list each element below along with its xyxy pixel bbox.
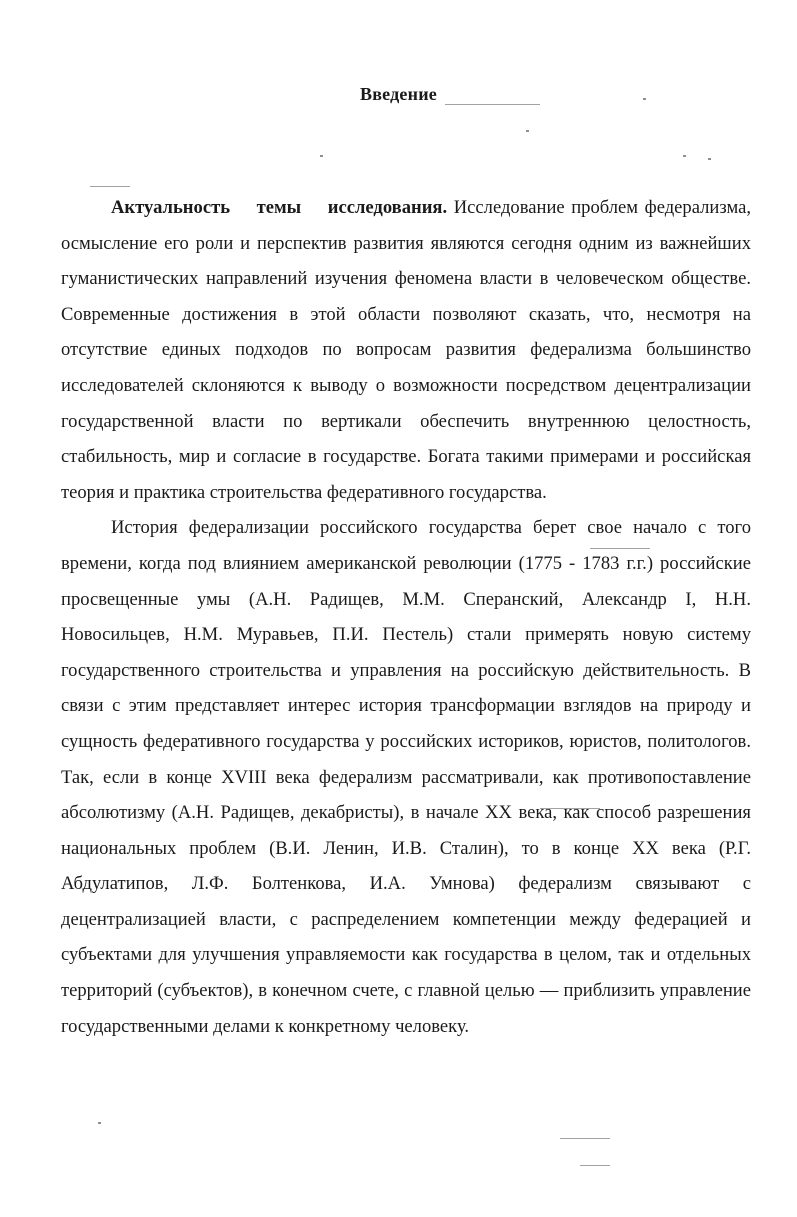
scan-artifact [560, 1138, 610, 1139]
page-title: Введение [360, 84, 437, 104]
paragraph-text: История федерализации российского государства берет свое начало с того времени, когда под влиянием американской революции (1775 - 1783 г.г.) российские просвещенные умы (А.Н. Радищев, М.М. Сперанский, Александр I, Н.Н. Новосильцев, Н.М. Муравьев, П.И. Пестель) стали примерять новую систему государственного строительства и управления на российскую действительность. В связи с этим представляет интерес история трансформации взглядов на природу и сущность федеративного государства у российских историков, юристов, политологов. Так, если в конце XVIII века федерализм рассматривали, как противопоставление абсолютизму (А.Н. Радищев, декабристы), в начале XX века, как способ разрешения национальных проблем (В.И. Ленин, И.В. Сталин), то в конце XX века (Р.Г. Абдулатипов, Л.Ф. Болтенкова, И.А. Умнова) федерализм связывают с децентрализацией власти, с распределением компетенции между федерацией и субъектами для улучшения управляемости как государства в целом, так и отдельных территорий (субъектов), в конечном счете, с главной целью — приблизить управление государственными делами к конкретному человеку. [61, 517, 751, 1037]
scan-artifact [683, 155, 686, 157]
scan-artifact [590, 548, 650, 549]
scan-artifact [98, 1122, 101, 1124]
paragraph-lead-heading: Актуальность темы исследования. [111, 197, 448, 218]
scan-artifact [708, 158, 711, 160]
scan-artifact [526, 130, 529, 132]
paragraph-history [61, 510, 751, 1044]
scan-artifact [90, 186, 130, 187]
scan-artifact [445, 104, 540, 105]
scan-artifact [643, 98, 646, 100]
scan-artifact [580, 1165, 610, 1166]
paragraph-relevance [61, 190, 751, 510]
scan-artifact [540, 808, 600, 809]
body-text [61, 190, 751, 1044]
paragraph-text: Исследование проблем федерализма, осмысление его роли и перспектив развития являются сегодня одним из важнейших гуманистических направлений изучения феномена власти в человеческом обществе. Современные достижения в этой области позволяют сказать, что, несмотря на отсутствие единых подходов по вопросам развития федерализма большинство исследователей склоняются к выводу о возможности посредством децентрализации государственной власти по вертикали обеспечить внутреннюю целостность, стабильность, мир и согласие в государстве. Богата такими примерами и российская теория и практика строительства федеративного государства. [61, 197, 751, 503]
scan-artifact [320, 155, 323, 157]
